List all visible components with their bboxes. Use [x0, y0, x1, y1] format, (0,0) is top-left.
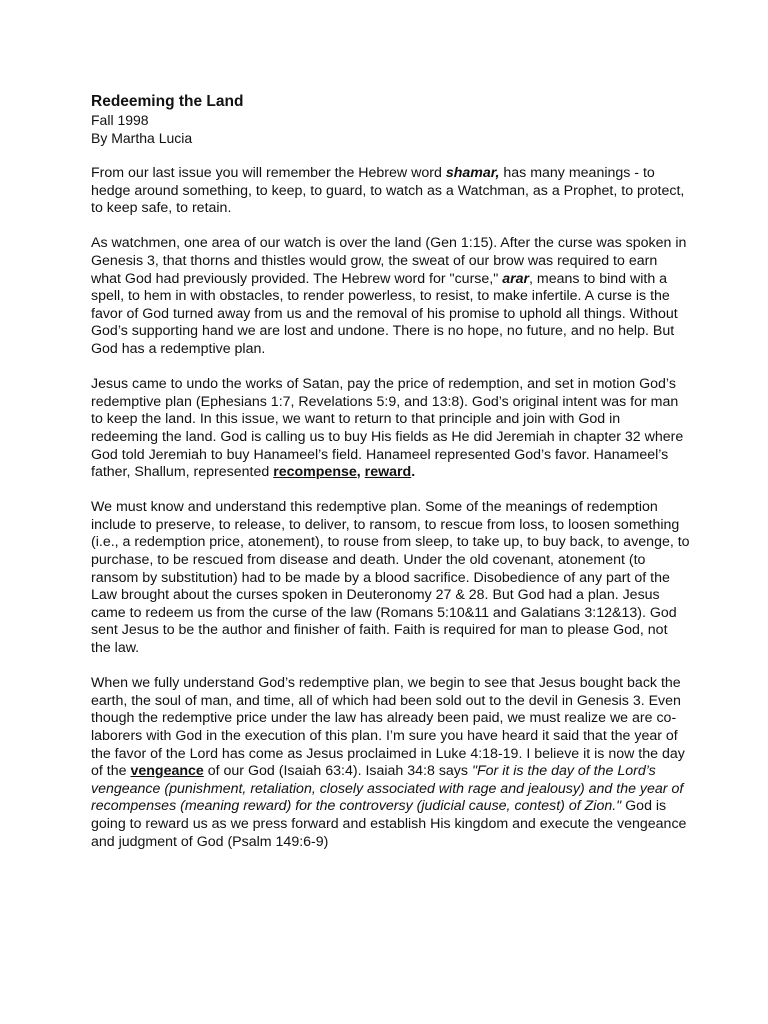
paragraph-text: As watchmen, one area of our watch is over the land (Gen 1:15). After the curse was spoken in Genesis 3, that thorns and thistles would grow, the sweat of our brow was required to earn what God had previously provided. The Hebrew word for "curse," — [91, 235, 687, 287]
document-title: Redeeming the Land — [91, 93, 244, 110]
paragraph-text: When we fully understand God’s redemptive plan, we begin to see that Jesus bought back the earth, the soul of man, and time, all of which had been sold out to the devil in Genesis 3. Even though the redemptive price under the law has already been paid, we must realize we are co-laborers with God in the execution of this plan. I’m sure you have heard it said that the year of the favor of the Lord has come as Jesus proclaimed in Luke 4:18-19. I believe it is now the day of the — [91, 675, 685, 780]
paragraph-vengeance — [91, 675, 691, 851]
paragraph-redemptive-plan: We must know and understand this redemptive plan. Some of the meanings of redemption include to preserve, to release, to deliver, to ransom, to rescue from loss, to loosen something (i.e., a redemption price, atonement), to rouse from sleep, to take up, to buy back, to avenge, to purchase, to be rescued from disease and death. Under the old covenant, atonement (to ransom by substitution) had to be made by a blood sacrifice. Disobedience of any part of the Law brought about the curses spoken in Deuteronomy 27 & 28. But God had a plan. Jesus came to redeem us from the curse of the law (Romans 5:10&11 and Galatians 3:12&13). God sent Jesus to be the author and finisher of faith. Faith is required for man to please God, not the law. — [91, 499, 690, 657]
paragraph-jesus-came — [91, 376, 691, 482]
spacer — [91, 147, 691, 165]
paragraph-text: Jesus came to undo the works of Satan, pay the price of redemption, and set in motion God’s redemptive plan (Ephesians 1:7, Revelations 5:9, and 13:8). God’s original intent was for man to keep the land. In this issue, we want to return to that principle and join with God in redeeming the land. God is calling us to buy His fields as He did Jeremiah in chapter 32 where God told Jeremiah to buy Hanameel’s field. Hanameel represented God’s favor. Hanameel’s father, Shallum, represented — [91, 376, 684, 481]
paragraph-text: From our last issue you will remember the Hebrew word — [91, 165, 446, 181]
paragraph-shamar — [91, 165, 691, 218]
emphasis-period: . — [411, 464, 416, 481]
emphasis-comma: , — [356, 464, 365, 481]
document-page — [91, 92, 691, 869]
paragraph-text: , means to bind with a spell, to hem in with obstacles, to render powerless, to resist, to make infertile. A curse is the favor of God turned away from us and the removal of his promise to uphold all things. Without God’s supporting hand we are lost and undone. There is no hope, no future, and no help. But God has a redemptive plan. — [91, 270, 678, 357]
hebrew-word-shamar: shamar, — [445, 165, 500, 181]
emphasis-recompense: recompense — [273, 464, 357, 481]
document-byline: By Martha Lucia — [91, 130, 193, 146]
paragraph-text: of our God (Isaiah 63:4). Isaiah 34:8 says — [203, 763, 472, 780]
isaiah-quote: "For it is the day of the Lord’s vengeance (punishment, retaliation, closely associated with rage and jealousy) and the year of recompenses (meaning reward) for the controversy (judicial cause, contest) of Zion." — [91, 763, 684, 815]
paragraph-text: God is going to reward us as we press forward and establish His kingdom and execute the vengeance and judgment of God (Psalm 149:6-9) — [91, 798, 687, 850]
paragraph-watchmen — [91, 235, 691, 358]
paragraph-text: has many meanings - to hedge around something, to keep, to guard, to watch as a Watchman, as a Prophet, to protect, to keep safe, to retain. — [91, 165, 685, 217]
emphasis-vengeance: vengeance — [130, 763, 204, 780]
emphasis-reward: reward — [364, 464, 412, 481]
hebrew-word-arar: arar — [502, 270, 530, 287]
document-date: Fall 1998 — [91, 112, 149, 128]
